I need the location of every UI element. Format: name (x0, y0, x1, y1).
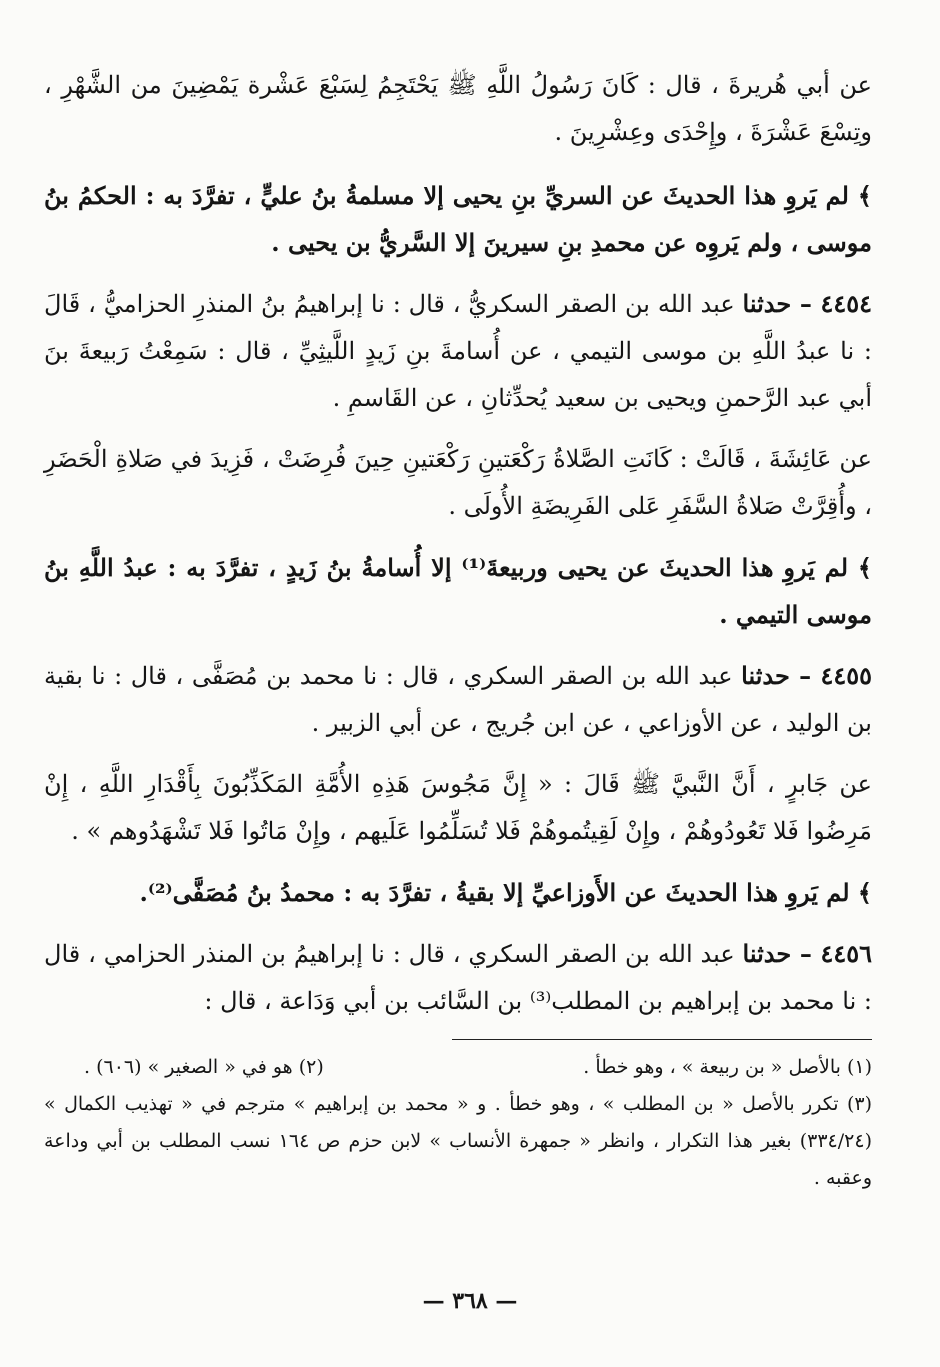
footnote-2: (٢) هو في « الصغير » (٦٠٦) . (84, 1056, 324, 1078)
paragraph-text: عبد الله بن الصقر السكري ، قال : نا إبراهيمُ بن المنذر الحزامي ، قال : نا محمد بن إبراهيم بن المطلب⁽³⁾ بن السَّائب بن أبي وَدَاعة ، قال : (44, 940, 872, 1015)
hadith-number: ٤٤٥٥ – حدثنا (741, 661, 872, 690)
footnote-divider (452, 1039, 872, 1040)
footnote-row-1 (44, 1049, 872, 1086)
paragraph-text: ﴾ لم يَروِ هذا الحديثَ عن السريِّ بنِ يحيى إلا مسلمةُ بنُ عليٍّ ، تفرَّدَ به : الحكمُ بنُ موسى ، ولم يَروِه عن محمدِ بنِ سيرينَ إلا السَّريُّ بن يحيى . (44, 181, 872, 257)
paragraph-text: ﴾ لم يَروِ هذا الحديثَ عن الأَوزاعيِّ إلا بقيةُ ، تفرَّدَ به : محمدُ بنُ مُصَفَّى⁽²⁾. (139, 878, 872, 907)
hadith-4455-isnad (44, 652, 872, 747)
paragraph-text: عبد الله بن الصقر السكريُّ ، قال : نا إبراهيمُ بنُ المنذرِ الحزاميُّ ، قَالَ : نا عبدُ اللَّهِ بن موسى التيمي ، عن أُسامةَ بنِ زَيدٍ اللَّيثِيِّ ، قال : سَمِعْتُ رَبيعةَ بنَ أبي عبد الرَّحمنِ ويحيى بن سعيد يُحدِّثانِ ، عن القَاسمِ . (44, 290, 872, 412)
footnotes (44, 1039, 872, 1197)
hadith-text-2 (44, 436, 872, 530)
commentary-note-3 (44, 869, 872, 916)
hadith-text-3 (44, 761, 872, 855)
paragraph-text: ﴾ لم يَروِ هذا الحديثَ عن يحيى وربيعةَ⁽¹⁾ إلا أُسامةُ بنُ زَيدٍ ، تفرَّدَ به : عبدُ اللَّهِ بنُ موسى التيمي . (44, 553, 872, 629)
hadith-number: ٤٤٥٤ – حدثنا (742, 289, 872, 318)
footnote-1: (١) بالأصل « بن ربيعة » ، وهو خطأ . (583, 1056, 872, 1078)
footnote-3: (٣) تكرر بالأصل « بن المطلب » ، وهو خطأ . و « محمد بن إبراهيم » مترجم في « تهذيب الكمال » (٣٣٤/٢٤) بغير هذا التكرار ، وانظر « جمهرة الأنساب » لابن حزم ص ١٦٤ نسب المطلب بن أبي وداعة وعقبه . (44, 1093, 872, 1189)
hadith-number: ٤٤٥٦ – حدثنا (742, 939, 872, 968)
commentary-note-2 (44, 544, 872, 638)
page-number: — ٣٦٨ — (422, 1288, 518, 1314)
hadith-4454-isnad (44, 280, 872, 422)
paragraph-text: عن عَائِشَةَ ، قَالَتْ : كَانَتِ الصَّلاةُ رَكْعَتينِ رَكْعَتينِ حِينَ فُرِضَتْ ، فَزِيدَ في صَلاةِ الْحَضَرِ ، وأُقِرَّتْ صَلاةُ السَّفَرِ عَلى الفَرِيضَةِ الأُولَى . (44, 445, 872, 520)
hadith-4456-isnad (44, 930, 872, 1025)
paragraph-text: عن أبي هُريرةَ ، قال : كَانَ رَسُولُ اللَّهِ ﷺ يَحْتَجِمُ لِسَبْعَ عَشْرة يَمْضِينَ من الشَّهْرِ ، وتِسْعَ عَشْرَةَ ، وإِحْدَى وعِشْرِينَ . (44, 71, 872, 146)
commentary-note-1 (44, 172, 872, 266)
paragraph-text: عبد الله بن الصقر السكري ، قال : نا محمد بن مُصَفَّى ، قال : نا بقية بن الوليد ، عن الأوزاعي ، عن ابن جُريج ، عن أبي الزبير . (44, 662, 872, 737)
hadith-text-1 (44, 62, 872, 156)
paragraph-text: عن جَابرٍ ، أَنَّ النَّبيَّ ﷺ قَالَ : « إِنَّ مَجُوسَ هَذِهِ الأُمَّةِ المَكَذِّبُونَ بِأَقْدَارِ اللَّهِ ، إِنْ مَرِضُوا فَلا تَعُودُوهُمْ ، وإِنْ لَقِيتُموهُمْ فَلا تُسَلِّمُوا عَلَيهم ، وإِنْ مَاتُوا فَلا تَشْهَدُوهم » . (44, 770, 872, 845)
